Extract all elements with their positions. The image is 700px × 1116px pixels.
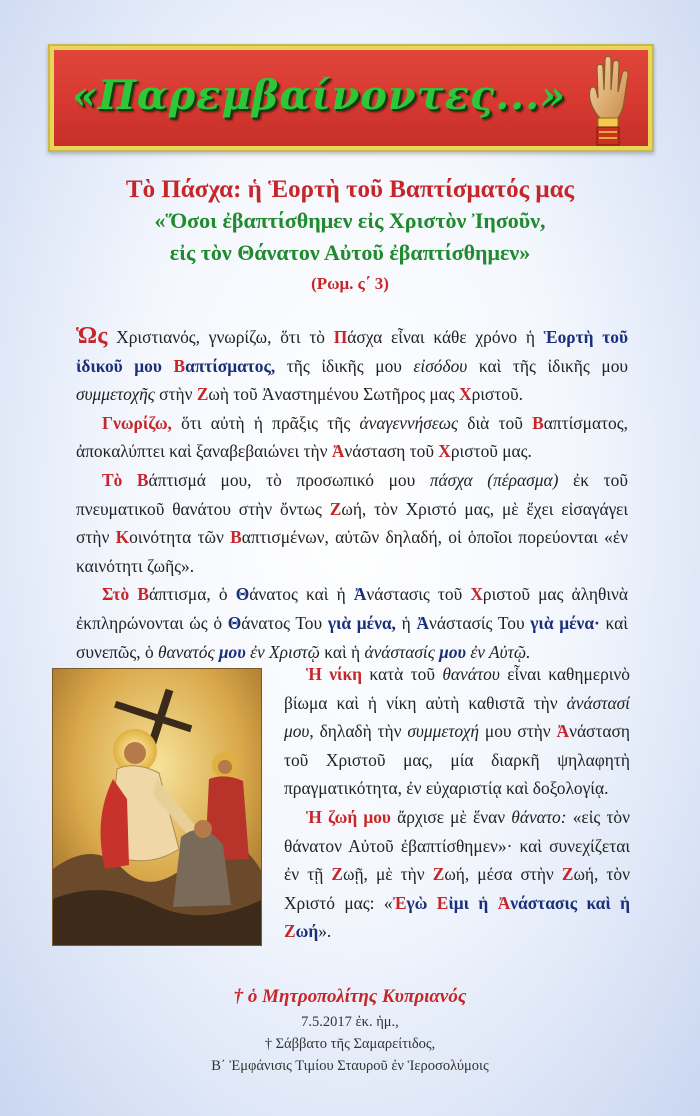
article-body-continued: [284, 660, 630, 946]
paragraph-1: Ὡς Χριστιανός, γνωρίζω, ὅτι τὸ Πάσχα εἶναι κάθε χρόνο ἡ Ἑορτὴ τοῦ ἰδικοῦ μου Βαπτίσματος, τῆς ἰδικῆς μου εἰσόδου καὶ τῆς ἰδικῆς μου συμμετοχῆς στὴν Ζωὴ τοῦ Ἀναστημένου Σωτῆρος μας Χριστοῦ.: [76, 323, 628, 405]
scripture-reference: (Ρωμ. ς΄ 3): [311, 274, 389, 293]
signature-name: † ὁ Μητροπολίτης Κυπριανός: [233, 986, 467, 1007]
raised-hand-icon: [578, 52, 638, 146]
signature-feast: Β΄ Ἐμφάνισις Τιμίου Σταυροῦ ἐν Ἱεροσολύμοις: [211, 1058, 489, 1074]
signature-day: † Σάββατο τῆς Σαμαρείτιδος,: [264, 1036, 436, 1052]
paragraph-6: Ἡ ζωή μου ἄρχισε μὲ ἕναν θάνατο: «εἰς τὸν θάνατον Αὐτοῦ ἐβαπτίσθημεν»· καὶ συνεχίζεται ἐν τῇ Ζωῇ, μὲ τὴν Ζωή, μέσα στὴν Ζωή, τὸν Χριστό μας: «Ἐγὼ Εἰμι ἡ Ἀνάστασις καὶ ἡ Ζωή».: [284, 806, 630, 942]
signature-date: 7.5.2017 ἐκ. ἡμ.,: [301, 1014, 399, 1030]
article-body: [76, 322, 628, 666]
article-title: Τὸ Πάσχα: ἡ Ἑορτὴ τοῦ Βαπτίσματός μας: [125, 176, 575, 203]
paragraph-4: Στὸ Βάπτισμα, ὁ Θάνατος καὶ ἡ Ἀνάστασις τοῦ Χριστοῦ μας ἀληθινὰ ἐκπληρώνονται ὡς ὁ Θάνατος Του γιὰ μένα, ἡ Ἀνάστασίς Του γιὰ μένα· καὶ συνεπῶς, ὁ θανατός μου ἐν Χριστῷ καὶ ἡ ἀνάστασίς μου ἐν Αὐτῷ.: [76, 584, 629, 662]
banner-title: «Παρεμβαίνοντες...»: [72, 72, 567, 119]
paragraph-3: Τὸ Βάπτισμά μου, τὸ προσωπικό μου πάσχα (πέρασμα) ἐκ τοῦ πνευματικοῦ θανάτου στὴν ὄντως Ζωή, τὸν Χριστό μας, μὲ ἔχει εἰσαγάγει στὴν Κοινότητα τῶν Βαπτισμένων, αὐτῶν δηλαδή, οἱ ὁποῖοι πορεύονται «ἐν καινότητι ζωῆς».: [76, 469, 628, 576]
resurrection-icon: [52, 668, 262, 946]
resurrection-icon-art: [53, 669, 262, 946]
paragraph-5: Ἡ νίκη κατὰ τοῦ θανάτου εἶναι καθημερινὸ βίωμα καὶ ἡ νίκη αὐτὴ καθιστᾶ τὴν ἀνάστασί μου, δηλαδὴ τὴν συμμετοχή μου στὴν Ἀνάσταση τοῦ Χριστοῦ μας, μία διαρκῆ ψηλαφητὴ πραγματικότητα, ἐν εὐχαριστίᾳ καὶ δοξολογίᾳ.: [284, 664, 630, 799]
header-banner: [48, 44, 654, 152]
scripture-quote-line1: «Ὅσοι ἐβαπτίσθημεν εἰς Χριστὸν Ἰησοῦν,: [154, 208, 546, 233]
paragraph-2: Γνωρίζω, ὅτι αὐτὴ ἡ πρᾶξις τῆς ἀναγεννήσεως διὰ τοῦ Βαπτίσματος, ἀποκαλύπτει καὶ ξαναβεβαιώνει τὴν Ἀνάσταση τοῦ Χριστοῦ μας.: [76, 412, 628, 462]
scripture-quote-line2: εἰς τὸν Θάνατον Αὐτοῦ ἐβαπτίσθημεν»: [169, 240, 531, 265]
